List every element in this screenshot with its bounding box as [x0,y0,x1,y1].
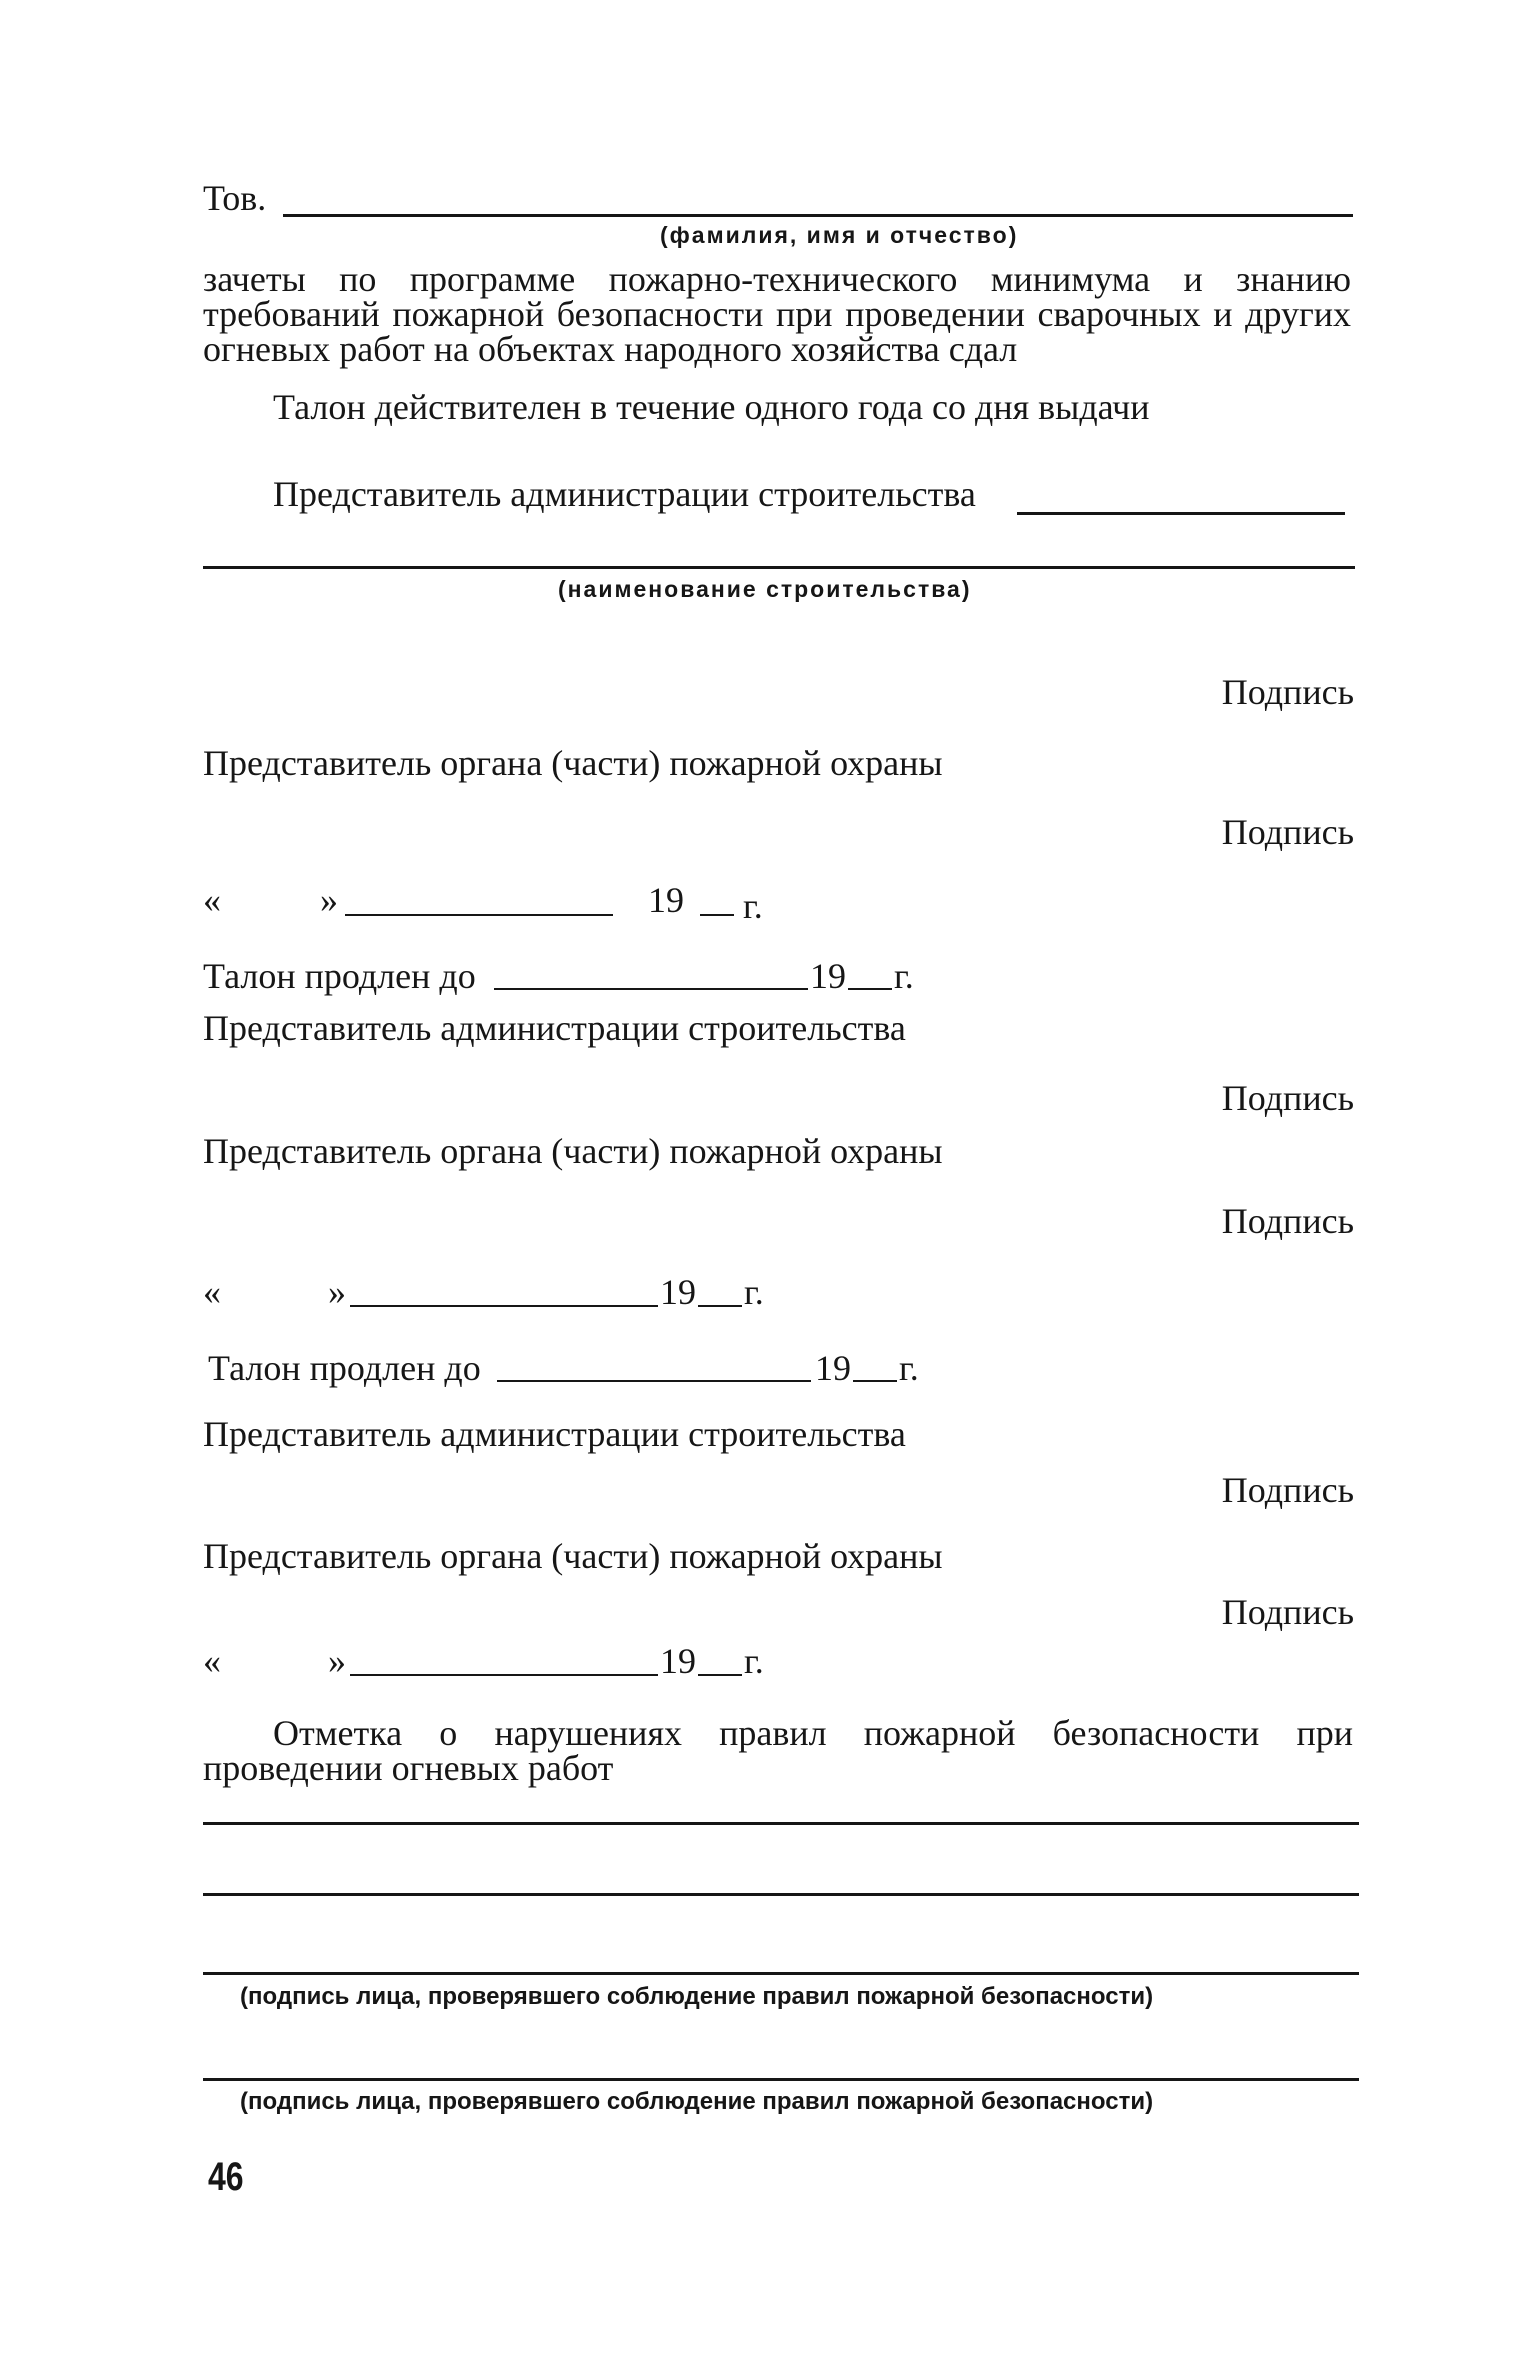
date-line [350,1305,658,1307]
extension-year-line [853,1380,897,1382]
construction-line [203,566,1355,569]
signature-label: Подпись [1221,1078,1354,1118]
date-year-prefix: 19 [660,1641,696,1681]
signature-label: Подпись [1221,812,1354,852]
admin-representative-label: Представитель администрации строительства [203,1008,906,1048]
construction-caption: (наименование строительства) [558,576,972,602]
inspector-signature-line [203,2078,1359,2081]
extension-date-line [497,1380,811,1382]
date-year-line [698,1674,742,1676]
admin-name-line [1017,512,1345,515]
fire-representative-label: Представитель органа (части) пожарной охраны [203,1536,943,1576]
signature-label: Подпись [1221,1201,1354,1241]
extension-label: Талон продлен до [203,956,476,996]
signature-label: Подпись [1221,1592,1354,1632]
date-open-quote: « [203,1272,221,1312]
fire-representative-label: Представитель органа (части) пожарной охраны [203,1131,943,1171]
violations-line [203,1893,1359,1896]
date-close-quote: » [328,1641,346,1681]
date-year-line [700,914,734,916]
extension-year-line [848,988,892,990]
signature-label: Подпись [1221,1470,1354,1510]
date-open-quote: « [203,880,221,920]
date-year-suffix: г. [744,1641,764,1681]
intro-paragraph: зачеты по программе пожарно-технического минимума и знанию требований пожарной безопасности при проведении сварочных и других огневых работ на объектах народного хозяйства сдал [203,259,1351,369]
violations-line [203,1822,1359,1825]
extension-year-prefix: 19 [815,1348,851,1388]
fire-representative-label: Представитель органа (части) пожарной охраны [203,743,943,783]
admin-representative-label: Представитель администрации строительства [273,474,976,514]
date-year-suffix: г. [744,1272,764,1312]
extension-year-suffix: г. [894,956,914,996]
extension-date-line [494,988,808,990]
violations-line [203,1972,1359,1975]
extension-year-prefix: 19 [810,956,846,996]
validity-text: Талон действителен в течение одного года со дня выдачи [273,387,1150,427]
inspector-caption: (подпись лица, проверявшего соблюдение правил пожарной безопасности) [240,2088,1154,2115]
extension-label: Талон продлен до [208,1348,481,1388]
date-year-prefix: 19 [648,880,684,920]
name-caption: (фамилия, имя и отчество) [660,222,1019,248]
date-year-suffix: г. [743,886,763,926]
date-year-line [698,1305,742,1307]
date-close-quote: » [328,1272,346,1312]
page-number: 46 [208,2155,244,2199]
date-line [345,914,613,916]
admin-representative-label: Представитель администрации строительства [203,1414,906,1454]
date-close-quote: » [320,880,338,920]
extension-year-suffix: г. [899,1348,919,1388]
date-line [350,1674,658,1676]
date-year-prefix: 19 [660,1272,696,1312]
name-line [283,214,1353,217]
violations-text: Отметка о нарушениях правил пожарной безопасности при проведении огневых работ [203,1713,1353,1788]
signature-label: Подпись [1221,672,1354,712]
tov-label: Тов. [203,178,267,218]
date-open-quote: « [203,1641,221,1681]
inspector-caption: (подпись лица, проверявшего соблюдение правил пожарной безопасности) [240,1983,1154,2010]
